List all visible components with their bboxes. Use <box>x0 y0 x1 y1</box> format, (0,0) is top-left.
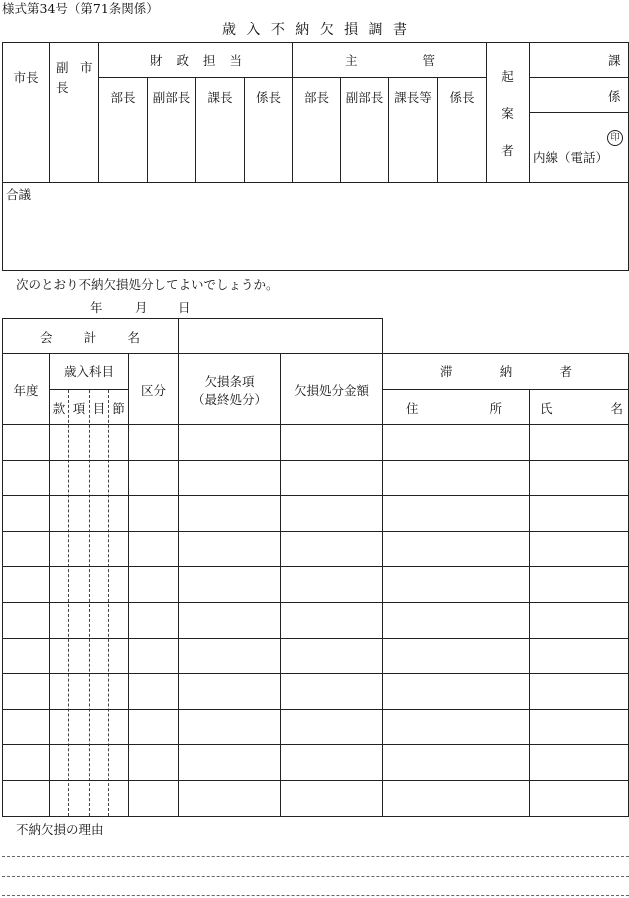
page-title <box>222 19 407 39</box>
form-number: 様式第34号（第71条関係） <box>2 1 159 16</box>
seal-mark: 印 <box>607 130 623 146</box>
amount-header: 欠損処分金額 <box>293 383 369 398</box>
drafter-char: 起 <box>501 69 514 84</box>
reason-label: 不納欠損の理由 <box>16 822 104 837</box>
page-title-char: 納 <box>295 22 310 38</box>
name-header-char: 名 <box>610 401 623 416</box>
name-header <box>540 399 623 417</box>
table-row[interactable] <box>2 602 629 603</box>
finance-section-heading <box>150 51 242 69</box>
drafter-char: 者 <box>501 143 514 158</box>
clause-header-line2: （最終処分） <box>191 392 267 407</box>
table-row[interactable] <box>2 673 629 674</box>
page-title-char: 入 <box>246 22 261 38</box>
finance-col-1: 副部長 <box>152 90 191 105</box>
table-row[interactable] <box>2 531 629 532</box>
finance-heading-char: 財 <box>150 53 163 68</box>
drafter-char: 案 <box>501 106 514 121</box>
date-year-label: 年 <box>90 300 103 315</box>
vice-mayor-label-a: 副 <box>56 60 69 75</box>
reason-line[interactable] <box>2 895 629 896</box>
table-row[interactable] <box>2 780 629 781</box>
extension-label: 内線（電話） <box>533 150 609 165</box>
delinquent-header-char: 者 <box>559 364 572 379</box>
consultation-label: 合議 <box>6 187 32 202</box>
main-col-0: 部長 <box>303 90 329 105</box>
request-text: 次のとおり不納欠損処分してよいでしょうか。 <box>16 277 279 292</box>
table-row[interactable] <box>2 709 629 710</box>
section-label: 課 <box>608 53 621 68</box>
date-day-label: 日 <box>178 300 191 315</box>
account-name-label <box>40 328 140 346</box>
revenue-subitem-header: 節 <box>112 401 125 416</box>
table-row[interactable] <box>2 744 629 745</box>
table-row[interactable] <box>2 460 629 461</box>
main-col-2: 課長等 <box>394 90 432 105</box>
account-label-char: 会 <box>40 330 53 345</box>
name-header-char: 氏 <box>540 401 553 416</box>
account-label-char: 名 <box>127 330 140 345</box>
finance-heading-char: 担 <box>202 53 216 68</box>
page-title-char: 欠 <box>319 22 334 38</box>
page-title-char: 書 <box>392 22 407 38</box>
revenue-item-header: 歳入科目 <box>63 364 114 379</box>
clause-header-line1: 欠損条項 <box>204 374 255 389</box>
page-title-char: 調 <box>368 22 383 38</box>
table-row[interactable] <box>2 816 629 817</box>
fiscal-year-header: 年度 <box>13 383 39 398</box>
table-row[interactable] <box>2 566 629 567</box>
finance-heading-char: 政 <box>176 53 189 68</box>
address-header-char: 住 <box>406 401 419 416</box>
delinquent-header-char: 納 <box>499 364 513 379</box>
delinquent-header-char: 滞 <box>440 364 453 379</box>
main-col-1: 副部長 <box>345 90 384 105</box>
reason-line[interactable] <box>2 876 629 877</box>
page-title-char: 損 <box>344 22 359 38</box>
main-heading-char: 管 <box>422 53 435 68</box>
main-section-heading <box>345 51 435 69</box>
revenue-subitem-header: 目 <box>92 401 106 416</box>
address-header <box>406 399 502 417</box>
revenue-subitem-header: 項 <box>72 401 86 416</box>
subsection-label: 係 <box>608 89 621 104</box>
revenue-subitem-header: 款 <box>52 401 66 416</box>
table-row[interactable] <box>2 638 629 639</box>
reason-line[interactable] <box>2 856 629 857</box>
account-label-char: 計 <box>83 330 97 345</box>
finance-heading-char: 当 <box>229 53 242 68</box>
category-header: 区分 <box>140 383 166 398</box>
table-row[interactable] <box>2 495 629 496</box>
vice-mayor-label-c: 長 <box>56 80 69 95</box>
finance-col-0: 部長 <box>110 90 136 105</box>
mayor-label: 市長 <box>13 70 39 85</box>
vice-mayor-label-b: 市 <box>80 60 93 75</box>
drafter-label <box>486 67 529 159</box>
main-col-3: 係長 <box>449 90 475 105</box>
page-title-char: 不 <box>270 22 285 38</box>
address-header-char: 所 <box>489 401 502 416</box>
main-heading-char: 主 <box>345 53 358 68</box>
finance-col-3: 係長 <box>255 90 281 105</box>
finance-col-2: 課長 <box>207 90 233 105</box>
delinquent-header <box>440 362 572 380</box>
page-title-char: 歳 <box>222 22 236 38</box>
date-month-label: 月 <box>135 300 148 315</box>
account-name-value[interactable] <box>184 328 378 346</box>
